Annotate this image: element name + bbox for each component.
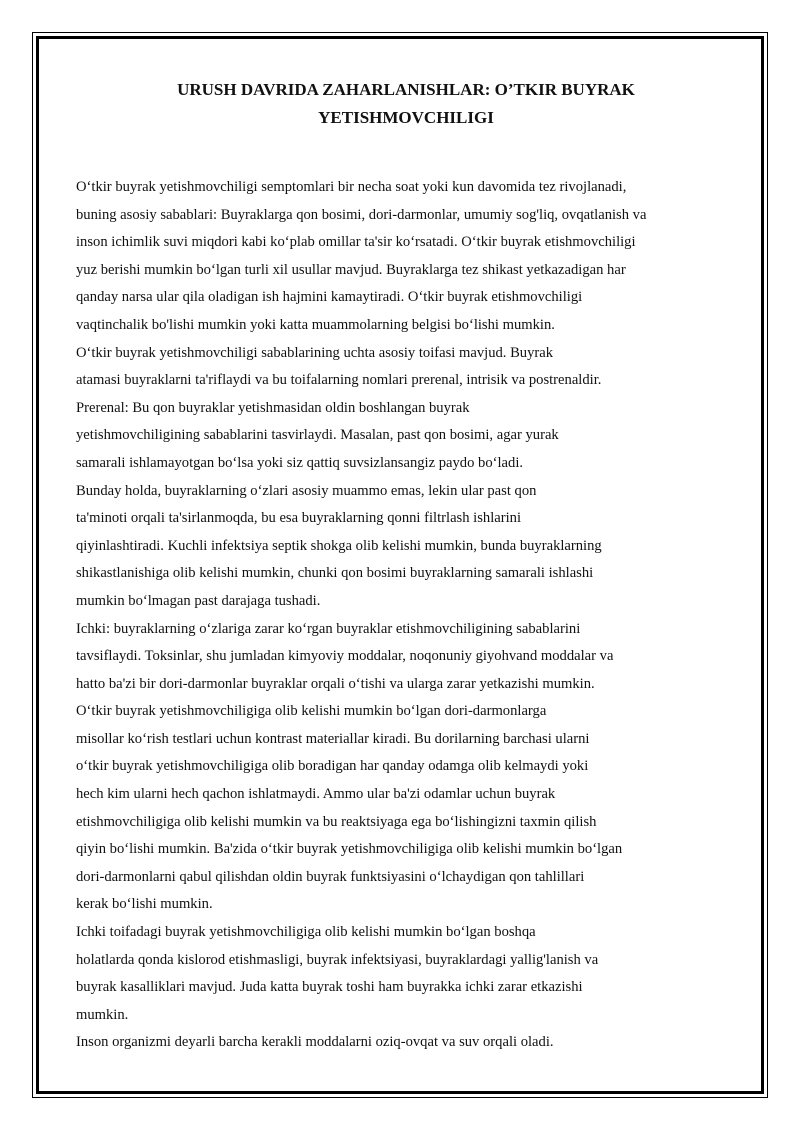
title-line: URUSH DAVRIDA ZAHARLANISHLAR: O’TKIR BUYRAK: [177, 80, 635, 99]
text-line: Ichki toifadagi buyrak yetishmovchiligiga olib kelishi mumkin bo‘lgan boshqa: [76, 924, 536, 941]
text-line: O‘tkir buyrak yetishmovchiligi semptomlari bir necha soat yoki kun davomida tez rivojlanadi,: [76, 179, 627, 195]
text-line: yuz berishi mumkin bo‘lgan turli xil usullar mavjud. Buyraklarga tez shikast yetkazadigan har: [76, 261, 626, 278]
text-line: Bunday holda, buyraklarning o‘zlari asosiy muammo emas, lekin ular past qon: [76, 482, 537, 499]
document-title: [76, 76, 736, 132]
document-body: [76, 174, 736, 1057]
text-line: qiyinlashtiradi. Kuchli infektsiya septik shokga olib kelishi mumkin, bunda buyraklarning: [76, 537, 602, 554]
text-line: ta'minoti orqali ta'sirlanmoqda, bu esa buyraklarning qonni filtrlash ishlarini: [76, 510, 522, 527]
text-line: hatto ba'zi bir dori-darmonlar buyraklar orqali o‘tishi va ularga zarar yetkazishi mumkin.: [76, 675, 595, 692]
text-line: misollar ko‘rish testlari uchun kontrast materiallar kiradi. Bu dorilarning barchasi ularni: [76, 730, 590, 747]
text-line: Ichki: buyraklarning o‘zlariga zarar ko‘rgan buyraklar etishmovchiligining sabablarini: [76, 620, 581, 637]
text-line: mumkin.: [76, 1006, 129, 1023]
document-content: [76, 76, 736, 1057]
text-line: buyrak kasalliklari mavjud. Juda katta buyrak toshi ham buyrakka ichki zarar etkazishi: [76, 979, 583, 996]
text-line: qiyin bo‘lishi mumkin. Ba'zida o‘tkir buyrak yetishmovchiligiga olib kelishi mumkin bo‘lgan: [76, 841, 623, 858]
text-line: etishmovchiligiga olib kelishi mumkin va bu reaktsiyaga ega bo‘lishingizni taxmin qilish: [76, 813, 597, 830]
text-line: mumkin bo‘lmagan past darajaga tushadi.: [76, 592, 321, 609]
text-line: kerak bo‘lishi mumkin.: [76, 896, 213, 913]
text-line: qanday narsa ular qila oladigan ish hajmini kamaytiradi. O‘tkir buyrak etishmovchiligi: [76, 289, 583, 306]
text-line: holatlarda qonda kislorod etishmasligi, buyrak infektsiyasi, buyraklardagi yallig'lanish va: [76, 951, 599, 968]
text-line: O‘tkir buyrak yetishmovchiligi sabablarining uchta asosiy toifasi mavjud. Buyrak: [76, 344, 554, 361]
text-line: Prerenal: Bu qon buyraklar yetishmasidan oldin boshlangan buyrak: [76, 399, 470, 416]
text-line: shikastlanishiga olib kelishi mumkin, chunki qon bosimi buyraklarning samarali ishlashi: [76, 565, 594, 582]
text-line: O‘tkir buyrak yetishmovchiligiga olib kelishi mumkin bo‘lgan dori-darmonlarga: [76, 703, 547, 720]
text-line: dori-darmonlarni qabul qilishdan oldin buyrak funktsiyasini o‘lchaydigan qon tahlillari: [76, 868, 585, 885]
text-line: hech kim ularni hech qachon ishlatmaydi. Ammo ular ba'zi odamlar uchun buyrak: [76, 786, 556, 803]
text-line: buning asosiy sabablari: Buyraklarga qon bosimi, dori-darmonlar, umumiy sog'liq, ovqatlanish va: [76, 206, 647, 223]
text-line: o‘tkir buyrak yetishmovchiligiga olib boradigan har qanday odamga olib kelmaydi yoki: [76, 758, 589, 775]
text-line: inson ichimlik suvi miqdori kabi ko‘plab omillar ta'sir ko‘rsatadi. O‘tkir buyrak etishmovchiligi: [76, 234, 636, 251]
text-line: Inson organizmi deyarli barcha kerakli moddalarni oziq-ovqat va suv orqali oladi.: [76, 1034, 554, 1051]
text-line: yetishmovchiligining sabablarini tasvirlaydi. Masalan, past qon bosimi, agar yurak: [76, 427, 559, 444]
text-line: tavsiflaydi. Toksinlar, shu jumladan kimyoviy moddalar, noqonuniy giyohvand moddalar va: [76, 648, 614, 665]
title-line: YETISHMOVCHILIGI: [318, 108, 494, 127]
text-line: atamasi buyraklarni ta'riflaydi va bu toifalarning nomlari prerenal, intrisik va postrenaldir.: [76, 372, 602, 389]
text-line: samarali ishlamayotgan bo‘lsa yoki siz qattiq suvsizlansangiz paydo bo‘ladi.: [76, 454, 524, 471]
text-line: vaqtinchalik bo'lishi mumkin yoki katta muammolarning belgisi bo‘lishi mumkin.: [76, 316, 555, 333]
